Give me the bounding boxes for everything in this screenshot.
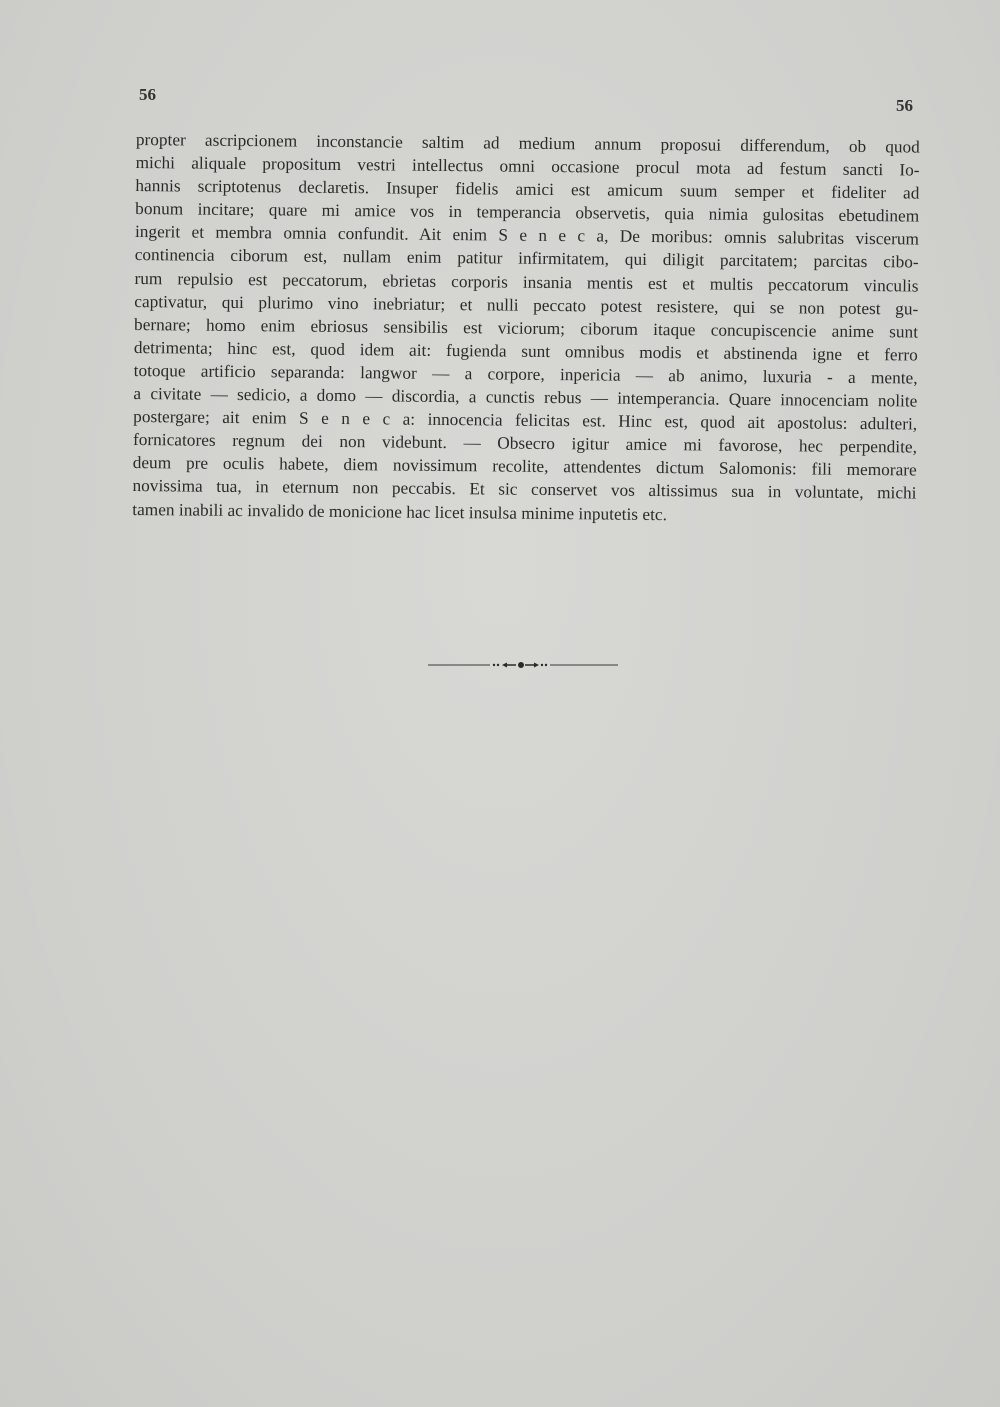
text-line: totoque artificio separanda: langwor — a corpore, inpericia — ab animo, luxuria - a mente,	[133, 360, 918, 388]
text-line: tamen inabili ac invalido de monicione hac licet insulsa minime inputetis etc.	[132, 499, 668, 524]
text-line: rum repulsio est peccatorum, ebrietas corporis insania mentis est et multis peccatorum vinculis	[134, 268, 919, 296]
text-line: fornicatores regnum dei non videbunt. — Obsecro igitur amice mi favorose, hec perpendite,	[132, 430, 918, 457]
page-number-right: 56	[896, 96, 913, 115]
text-line: propter ascripcionem inconstancie saltim ad medium annum proposui differendum, ob quod	[135, 129, 920, 157]
text-line: ingerit et membra omnia confundit. Ait enim S e n e c a, De moribus: omnis salubritas viscerum	[134, 222, 920, 249]
text-line: bonum incitare; quare mi amice vos in temperancia observetis, quia nimia gulositas ebetudinem	[135, 199, 920, 226]
text-line: a civitate — sedicio, a domo — discordia, a cunctis rebus — intemperancia. Quare innocenciam nolite	[133, 384, 918, 411]
text-line: continencia ciborum est, nullam enim patitur infirmitatem, qui diligit parcitatem; parcitas cibo-	[134, 245, 919, 272]
text-line: deum pre oculis habete, diem novissimum recolite, attendentes dictum Salomonis: fili memorare	[132, 453, 917, 480]
body-text	[132, 128, 920, 528]
page-number-left: 56	[139, 85, 156, 104]
text-line: hannis scriptotenus declaretis. Insuper fidelis amici est amicum suum semper et fideliter ad	[135, 176, 920, 203]
text-line: michi aliquale propositum vestri intellectus omni occasione procul mota ad festum sancti Io-	[135, 153, 920, 180]
text-line: postergare; ait enim S e n e c a: innocencia felicitas est. Hinc est, quod ait apostolus: adulteri,	[133, 407, 918, 434]
text-line: detrimenta; hinc est, quod idem ait: fugienda sunt omnibus modis et abstinenda igne et ferro	[133, 337, 918, 365]
text-line: novissima tua, in eternum non peccabis. Et sic conservet vos altissimus sua in voluntate, michi	[132, 476, 917, 503]
ornament-divider	[428, 657, 618, 673]
text-line: bernare; homo enim ebriosus sensibilis est viciorum; ciborum itaque concupiscencie anime sunt	[134, 314, 919, 342]
text-line: captivatur, qui plurimo vino inebriatur; et nulli peccato potest resistere, qui se non potest gu-	[134, 291, 919, 319]
